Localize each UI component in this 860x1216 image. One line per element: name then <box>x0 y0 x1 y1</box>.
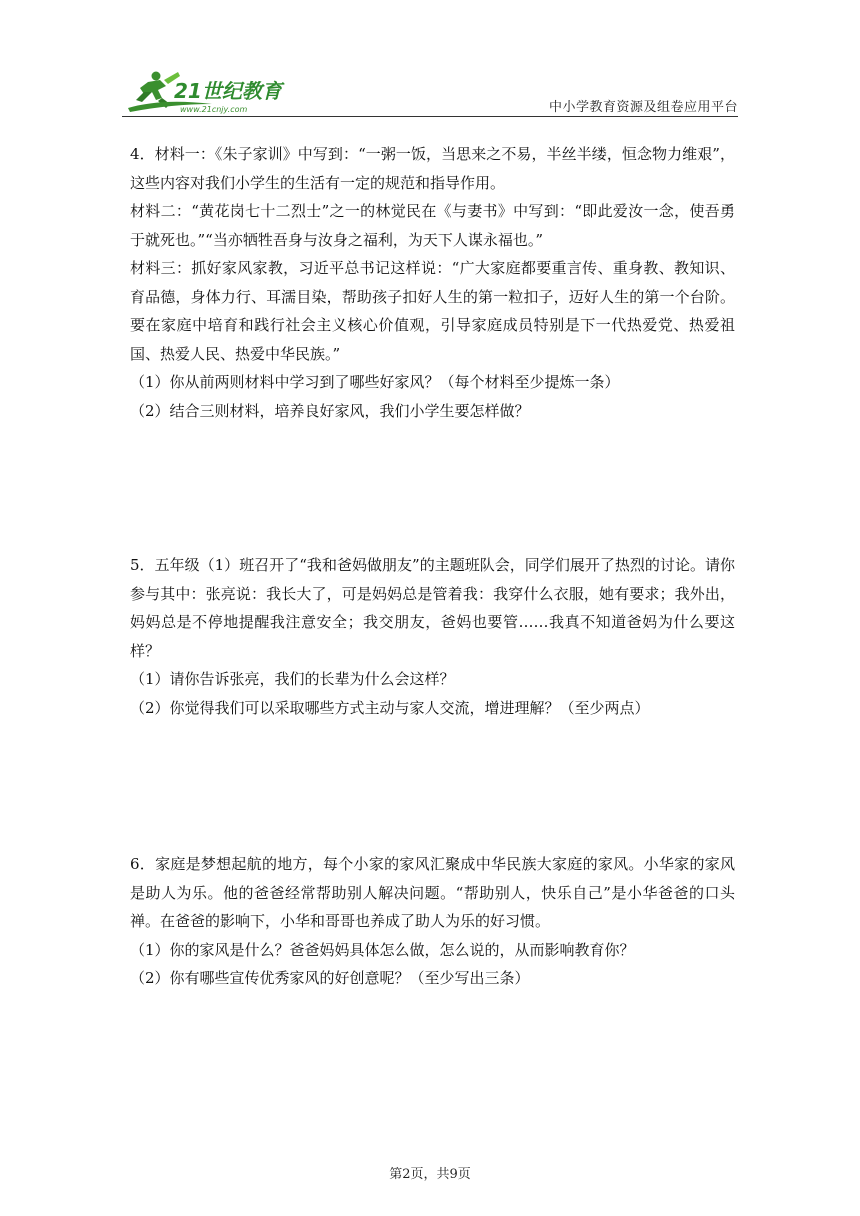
q4-material-3: 材料三：抓好家风家教，习近平总书记这样说：“广大家庭都要重言传、重身教、教知识、育品德，身体力行、耳濡目染，帮助孩子扣好人生的第一粒扣子，迈好人生的第一个台阶。要在家庭中培育和践行社会主义核心价值观，引导家庭成员特别是下一代热爱党、热爱祖国、热爱人民、热爱中华民族。” <box>130 259 735 363</box>
question-6 <box>130 850 735 993</box>
logo-url: www.21cnjy.com <box>180 105 248 114</box>
site-logo <box>122 68 292 116</box>
question-content <box>130 140 735 993</box>
question-5 <box>130 551 735 722</box>
q4-subquestion-1: （1）你从前两则材料中学习到了哪些好家风？（每个材料至少提炼一条） <box>130 373 620 391</box>
q4-material-2: 材料二：“黄花岗七十二烈士”之一的林觉民在《与妻书》中写到：“即此爱汝一念，使吾勇于就死也。”“当亦牺牲吾身与汝身之福利，为天下人谋永福也。” <box>130 202 735 249</box>
q4-subquestion-2: （2）结合三则材料，培养良好家风，我们小学生要怎样做？ <box>130 401 530 420</box>
q6-stem: 6．家庭是梦想起航的地方，每个小家的家风汇聚成中华民族大家庭的家风。小华家的家风是助人为乐。他的爸爸经常帮助别人解决问题。“帮助别人，快乐自己”是小华爸爸的口头禅。在爸爸的影响下，小华和哥哥也养成了助人为乐的好习惯。 <box>130 855 735 930</box>
q5-stem: 5．五年级（1）班召开了“我和爸妈做朋友”的主题班队会，同学们展开了热烈的讨论。请你参与其中：张亮说：我长大了，可是妈妈总是管着我：我穿什么衣服，她有要求；我外出，妈妈总是不停地提醒我注意安全；我交朋友，爸妈也要管……我真不知道爸妈为什么要这样？ <box>130 556 735 660</box>
q6-subquestion-2: （2）你有哪些宣传优秀家风的好创意呢？（至少写出三条） <box>130 969 530 987</box>
question-4 <box>130 140 735 425</box>
platform-name: 中小学教育资源及组卷应用平台 <box>548 100 738 115</box>
q4-material-1: 4．材料一：《朱子家训》中写到：“一粥一饭，当思来之不易，半丝半缕，恒念物力维艰”，这些内容对我们小学生的生活有一定的规范和指导作用。 <box>130 145 735 192</box>
q5-subquestion-2: （2）你觉得我们可以采取哪些方式主动与家人交流，增进理解？（至少两点） <box>130 698 650 717</box>
logo-text: 21世纪教育 <box>174 79 282 103</box>
q5-subquestion-1: （1）请你告诉张亮，我们的长辈为什么会这样？ <box>130 670 455 688</box>
answer-space <box>130 722 735 850</box>
answer-space <box>130 425 735 551</box>
page-number: 第2页，共9页 <box>389 1167 471 1182</box>
q6-subquestion-1: （1）你的家风是什么？爸爸妈妈具体怎么做，怎么说的，从而影响教育你？ <box>130 940 635 959</box>
page-header <box>122 68 738 118</box>
header-divider <box>122 116 738 117</box>
